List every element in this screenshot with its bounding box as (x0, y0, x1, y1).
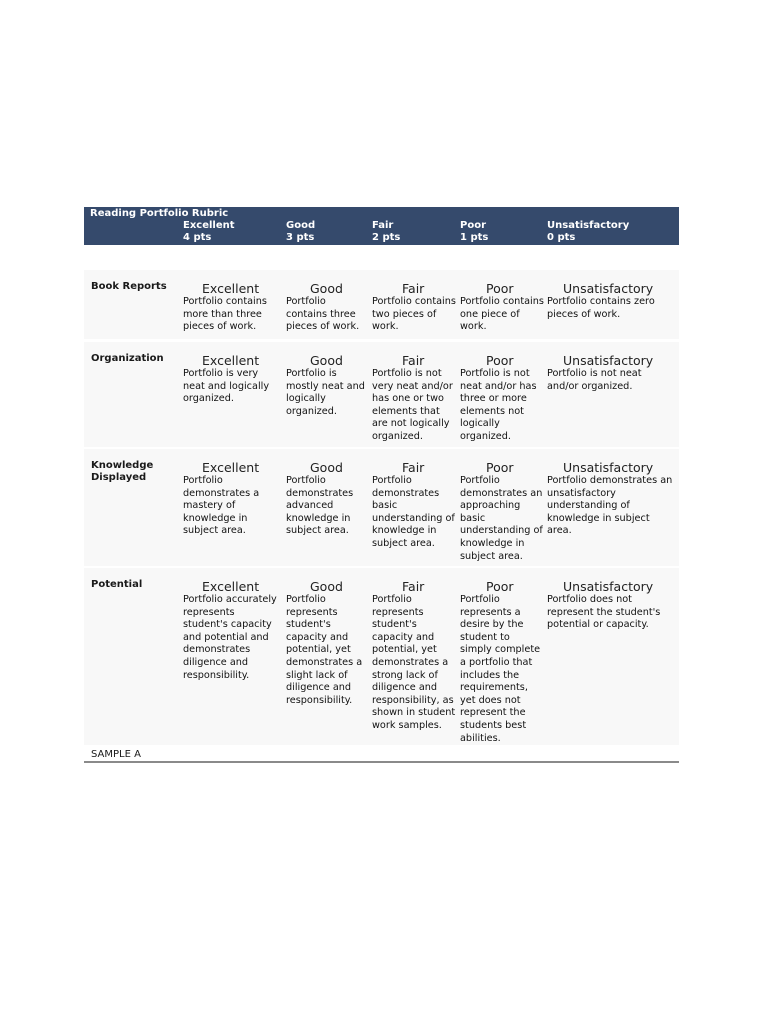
rubric-cell (372, 579, 455, 733)
rubric-cell (460, 460, 543, 563)
rubric-cell (547, 460, 672, 538)
rubric-cell (372, 281, 456, 334)
rubric-cell (460, 281, 544, 334)
header-level-points: 1 pts (460, 232, 489, 243)
header-level-points: 2 pts (372, 232, 401, 243)
cell-description: Portfolio accurately represents student's capacity and potential and demonstrates diligence and responsibility. (183, 594, 277, 681)
cell-description: Portfolio is not neat and/or organized. (547, 368, 642, 392)
cell-level: Poor (486, 281, 514, 296)
rubric-row-organization (84, 342, 679, 447)
header-level-poor (460, 220, 488, 244)
header-level-fair (372, 220, 400, 244)
cell-description: Portfolio is not very neat and/or has one or two elements that are not logically organized. (372, 368, 453, 442)
cell-level: Unsatisfactory (563, 579, 654, 594)
cell-description: Portfolio represents a desire by the student to simply complete a portfolio that includes the requirements, yet does not represent the students best abilities. (460, 594, 541, 744)
rubric-cell (183, 281, 267, 334)
cell-description: Portfolio represents student's capacity and potential, yet demonstrates a strong lack of diligence and responsibility, as shown in student work samples. (372, 594, 456, 731)
header-level-good (286, 220, 315, 244)
rubric-row-knowledge-displayed (84, 449, 679, 566)
rubric-cell (183, 579, 277, 682)
header-level-name: Unsatisfactory (547, 220, 630, 231)
cell-description: Portfolio does not represent the student's potential or capacity. (547, 594, 661, 631)
row-category: Organization (91, 353, 164, 364)
cell-level: Excellent (202, 281, 260, 296)
header-level-excellent (183, 220, 235, 244)
rubric-cell (286, 281, 359, 334)
cell-level: Excellent (202, 579, 260, 594)
header-level-points: 3 pts (286, 232, 315, 243)
cell-level: Good (310, 281, 343, 296)
cell-level: Poor (486, 353, 514, 368)
cell-description: Portfolio contains one piece of work. (460, 296, 544, 333)
rubric-cell (286, 353, 365, 418)
header-level-points: 0 pts (547, 232, 576, 243)
cell-description: Portfolio demonstrates an approaching basic understanding of knowledge in subject area. (460, 475, 543, 562)
rubric-cell (460, 579, 540, 745)
row-category: Book Reports (91, 281, 167, 292)
cell-level: Excellent (202, 460, 260, 475)
cell-description: Portfolio demonstrates advanced knowledge in subject area. (286, 475, 354, 537)
sample-label: SAMPLE A (91, 749, 141, 760)
cell-level: Excellent (202, 353, 260, 368)
cell-level: Unsatisfactory (563, 353, 654, 368)
cell-level: Fair (402, 579, 425, 594)
rubric-cell (372, 353, 453, 444)
cell-level: Fair (402, 460, 425, 475)
rubric-title: Reading Portfolio Rubric (90, 208, 229, 219)
rubric-row-book-reports (84, 270, 679, 339)
cell-description: Portfolio represents student's capacity and potential, yet demonstrates a slight lack of diligence and responsibility. (286, 594, 363, 706)
cell-level: Unsatisfactory (563, 460, 654, 475)
rubric-cell (547, 281, 655, 321)
rubric-cell (372, 460, 455, 551)
header-level-name: Fair (372, 220, 394, 231)
cell-description: Portfolio contains three pieces of work. (286, 296, 360, 333)
cell-level: Fair (402, 281, 425, 296)
row-category: Potential (91, 579, 143, 590)
cell-description: Portfolio demonstrates basic understanding of knowledge in subject area. (372, 475, 455, 549)
cell-description: Portfolio contains more than three pieces of work. (183, 296, 267, 333)
header-level-name: Excellent (183, 220, 235, 231)
cell-level: Poor (486, 579, 514, 594)
rubric-cell (547, 353, 653, 393)
cell-level: Good (310, 579, 343, 594)
rubric-cell (183, 353, 269, 406)
bottom-divider (84, 761, 679, 763)
header-level-name: Poor (460, 220, 487, 231)
rubric-header (84, 207, 679, 245)
rubric-cell (286, 579, 362, 707)
rubric-cell (547, 579, 660, 632)
cell-description: Portfolio is mostly neat and logically organized. (286, 368, 365, 417)
cell-description: Portfolio is not neat and/or has three or more elements not logically organized. (460, 368, 537, 442)
cell-level: Good (310, 353, 343, 368)
cell-level: Unsatisfactory (563, 281, 654, 296)
rubric-table (84, 207, 679, 760)
cell-description: Portfolio demonstrates an unsatisfactory understanding of knowledge in subject area. (547, 475, 673, 537)
header-level-points: 4 pts (183, 232, 212, 243)
cell-level: Good (310, 460, 343, 475)
header-level-unsatisfactory (547, 220, 629, 244)
cell-level: Poor (486, 460, 514, 475)
cell-description: Portfolio contains zero pieces of work. (547, 296, 655, 320)
rubric-row-potential (84, 568, 679, 745)
rubric-cell (183, 460, 259, 538)
rubric-cell (460, 353, 537, 444)
header-level-name: Good (286, 220, 316, 231)
cell-description: Portfolio demonstrates a mastery of knowledge in subject area. (183, 475, 260, 537)
row-category: Knowledge Displayed (91, 460, 154, 483)
rubric-cell (286, 460, 353, 538)
cell-description: Portfolio contains two pieces of work. (372, 296, 456, 333)
cell-description: Portfolio is very neat and logically organized. (183, 368, 270, 405)
cell-level: Fair (402, 353, 425, 368)
